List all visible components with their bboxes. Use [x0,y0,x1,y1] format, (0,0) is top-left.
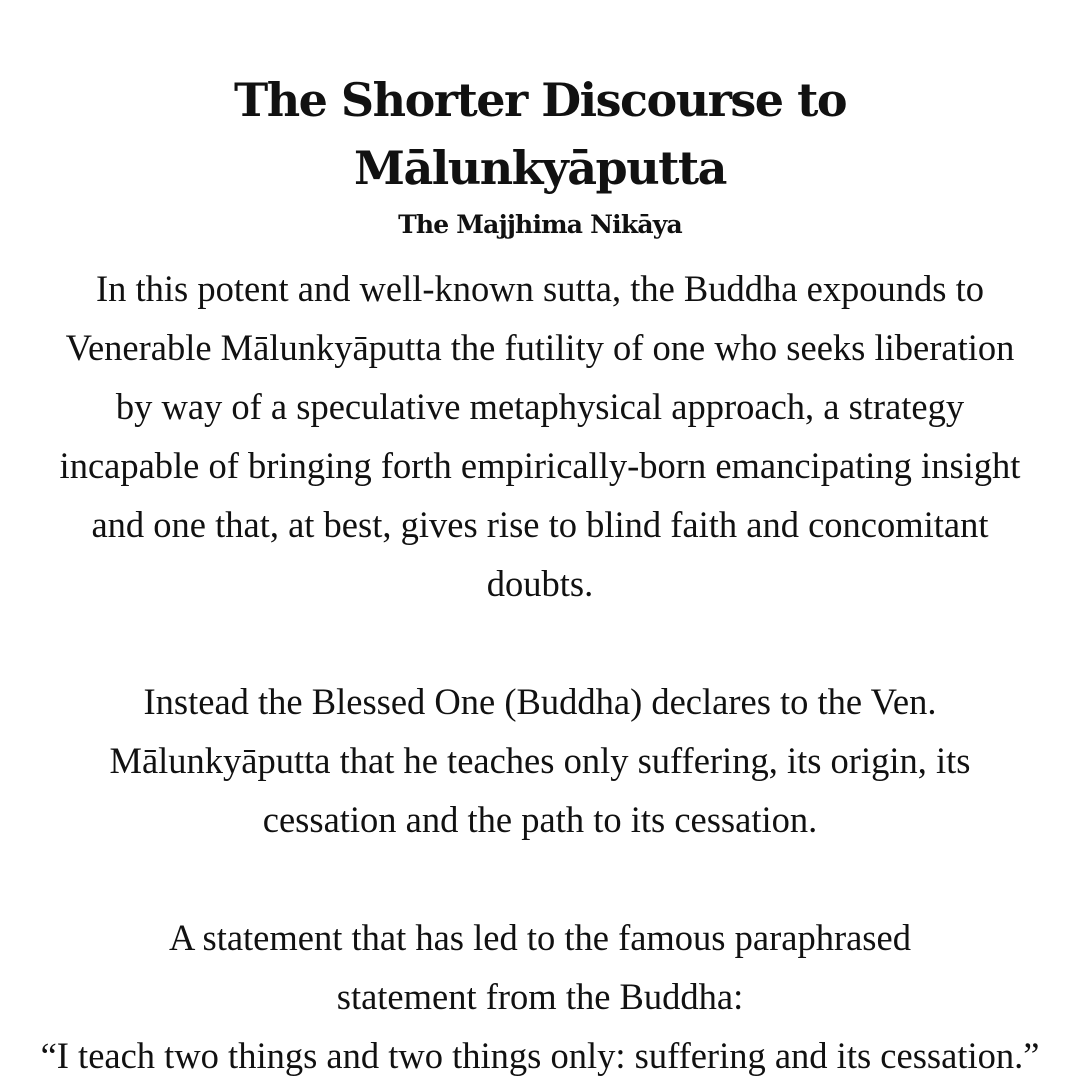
paragraph-3-line-2: statement from the Buddha: [336,976,744,1017]
page-title-line-2: Mālunkyāputta [354,141,726,195]
paragraph-1-line-6: doubts. [486,563,594,604]
paragraph-1-line-1: In this potent and well-known sutta, the Buddha expounds to [95,268,985,309]
paragraph-2-line-2: Mālunkyāputta that he teaches only suffering, its origin, its [109,740,971,781]
paragraph-2-line-1: Instead the Blessed One (Buddha) declares to the Ven. [143,681,937,722]
paragraph-3-line-1: A statement that has led to the famous paraphrased [169,917,911,958]
paragraph-1-line-5: and one that, at best, gives rise to blind faith and concomitant [91,504,989,545]
buddha-quote: “I teach two things and two things only: suffering and its cessation.” [40,1035,1040,1076]
paragraph-1-line-3: by way of a speculative metaphysical approach, a strategy [115,386,965,427]
paragraph-1-line-2: Venerable Mālunkyāputta the futility of one who seeks liberation [65,327,1015,368]
page-title-line-1: The Shorter Discourse to [233,73,847,127]
paragraph-2-line-3: cessation and the path to its cessation. [262,799,818,840]
page-subtitle: The Majjhima Nikāya [398,210,682,239]
page-title [0,66,1080,202]
paragraph-1-line-4: incapable of bringing forth empirically-born emancipating insight [59,445,1021,486]
